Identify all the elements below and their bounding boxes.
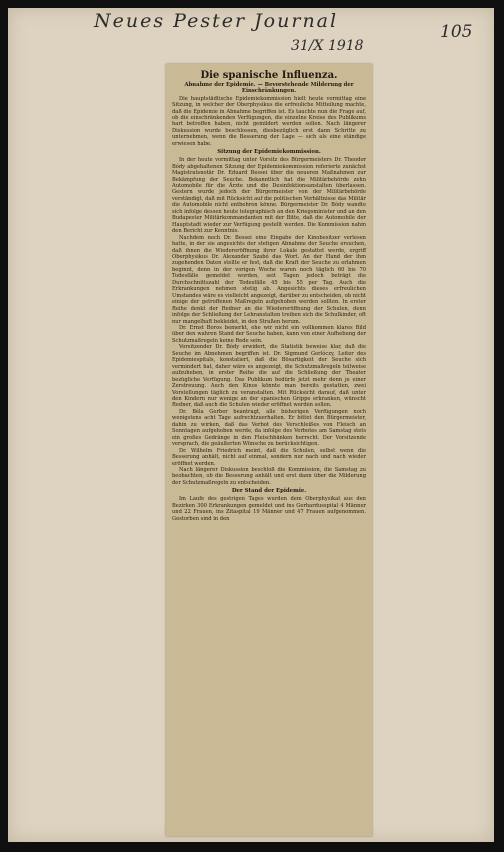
article-paragraph: Dr. Wilhelm Friedrich meint, daß die Schulen, selbst wenn die Besserung anhält, nicht auf einmal, sondern nur nach und nach wieder eröffnet werden. (172, 447, 366, 467)
article-title: Die spanische Influenza. (200, 70, 338, 81)
article-paragraph: Im Laufe des gestrigen Tages wurden dem Oberphysikat aus den Bezirken 300 Erkrankungen gemeldet und ins Gerhardusspital 4 Männer und 22 Frauen, ins Zitaspital 19 Männer und 47 Frauen aufgenommen. Gestorben sind in den (172, 496, 366, 522)
handwritten-date: 31/X 1918 (291, 38, 364, 54)
handwritten-source-note: Neues Pester Journal (94, 10, 339, 32)
article-paragraph: Nachdem noch Dr. Bessei eine Eingabe der Kinobesitzer verlesen hatte, in der sie angesichts der stetigen Abnahme der Seuche ersuchen, daß ihnen die Wiedereröffnung ihrer Lokale gestattet werde, ergriff Oberphysikus Dr. Alexander Szabó das Wort. An der Hand der ihm zugehenden Daten stellte er fest, daß die Kraft der Seuche zu erlahmen beginnt, denn in der vorigen Woche waren noch täglich 60 bis 70 Todesfälle gemeldet worden, seit Tagen jedoch beträgt die Durchschnittszahl der Todesfälle 45 bis 55 per Tag. Auch die Erkrankungen nehmen stetig ab. Angesichts dieses erfreulichen Umstandes wäre es vielleicht angezeigt, darüber zu entscheiden, ob nicht einige der getroffenen Maßregeln aufgehoben werden sollten. In erster Reihe denkt der Redner an die Wiedereröffnung der Schulen, denn infolge der Schließung der Lehranstalten treiben sich die Schulkinder, oft nur mangelhaft bekleidet, in den Straßen herum. (172, 234, 366, 325)
article-paragraph: Dr. Béla Gerber beantragt, alle bisherigen Verfügungen noch wenigstens acht Tage aufrechtzuerhalten. Er bittet den Bürgermeister, dahin zu wirken, daß das Verbot des Verschleißes von Fleisch an Sonntagen aufgehoben werde, da infolge des Verbotes am Samstag stets ein großes Gedränge in den Fleischbänken herrscht. Der Vorsitzende versprach, die geäußerten Wünsche zu berücksichtigen. (172, 408, 366, 448)
article-paragraph: Nach längerer Diskussion beschloß die Kommission, die Samstag zu beobachten, ob die Besserung anhält und erst dann über die Milderung der Schutzmaßregeln zu entscheiden. (172, 466, 366, 486)
article-paragraph: Vorsitzender Dr. Bódy erwidert, die Statistik beweise klar, daß die Seuche im Abnehmen begriffen ist. Dr. Sigmund Gerlóczy, Leiter des Epidemiespitals, konstatiert, daß die Bösartigkeit der Seuche sich vermindert hat, daher wäre es angezeigt, die Schutzmaßregeln teilweise aufzuheben, in erster Reihe die auf die Schließung der Theater bezügliche Verfügung. Das Publikum bedürfe jetzt mehr denn je einer Zerstreuung. Auch den Kinos könnte man bereits gestatten, zwei Vorstellungen täglich zu veranstalten. Mit Rücksicht darauf, daß unter den Kindern nur wenige an der spanischen Grippe erkranken, wünscht Redner, daß auch die Schulen wieder eröffnet werden sollen. (172, 344, 366, 409)
section-heading-epidemic-status: Der Stand der Epidemie. (231, 488, 307, 495)
article-paragraph: Die hauptstädtische Epidemiekommission hielt heute vormittag eine Sitzung, in welcher der Oberphysikus die erfreuliche Mitteilung machte, daß die Epidemie in Abnahme begriffen ist. Es tauchte nun die Frage auf, ob die einschränkenden Verfügungen, die einzelne Kreise des Publikums hart betroffen haben, nicht gemildert werden sollen. Nach längerer Diskussion wurde beschlossen, diesbezüglich erst dann Schritte zu unternehmen, wenn die Besserung der Lage — sich als eine ständige erwiesen habe. (172, 95, 366, 147)
handwritten-archive-number: 105 (440, 22, 473, 42)
article-subtitle: Abnahme der Epidemie. — Bevorstehende Milderung der Einschränkungen. (184, 82, 354, 95)
article-paragraph: In der heute vormittag unter Vorsitz des Bürgermeisters Dr. Theodor Bódy abgehaltenen Sitzung der Epidemiekommission referierte zunächst Magistratsnotär Dr. Eduard Bessei über die neueren Maßnahmen zur Bekämpfung der Seuche. Bekanntlich hat die Militärbehörde zehn Automobile für die Ärzte und die Desinfektionsanstalten überlassen. Gestern wurde jedoch der Bürgermeister von der Militärbehörde verständigt, daß mit Rücksicht auf die politischen Verhältnisse das Militär die Automobile nicht entbehren könne. Bürgermeister Dr. Bódy wandte sich infolge dessen heute telegraphisch an den Kriegsminister und an den Budapester Militärkommandanten mit der Bitte, daß die Automobile der Hauptstadt wieder zur Verfügung gestellt werden. Die Kommission nahm den Bericht zur Kenntnis. (172, 157, 366, 235)
article-paragraph: Dr. Ernst Boros bemerkt, ehe wir nicht ein vollkommen klares Bild über den wahren Stand der Seuche haben, kann von einer Aufhebung der Schutzmaßregeln keine Rede sein. (172, 325, 366, 344)
section-heading-commission: Sitzung der Epidemiekommission. (217, 149, 321, 156)
newspaper-clipping (166, 64, 372, 836)
